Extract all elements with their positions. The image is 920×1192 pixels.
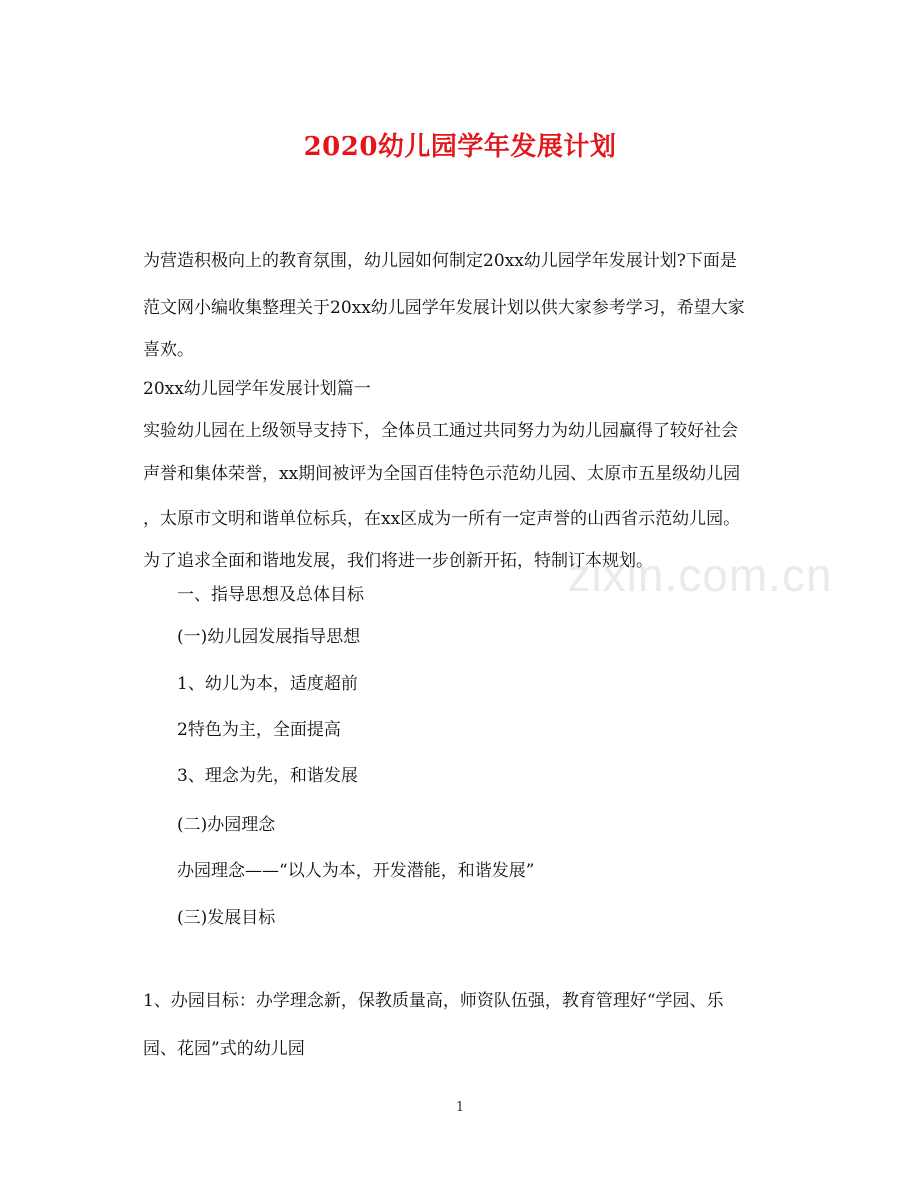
paragraph-line: 1、办园目标：办学理念新，保教质量高，师资队伍强，教育管理好“学园、乐 (143, 991, 724, 1011)
paragraph-line: 园、花园”式的幼儿园 (143, 1039, 305, 1059)
outline-subheading: (三)发展目标 (177, 908, 276, 928)
watermark: zixin.com.cn (567, 549, 833, 601)
page-number: 1 (455, 1100, 465, 1115)
outline-subheading: (一)幼儿园发展指导思想 (177, 627, 361, 647)
paragraph-line: 喜欢。 (143, 340, 194, 360)
paragraph-line: 办园理念——“以人为本，开发潜能，和谐发展” (177, 861, 535, 881)
outline-heading: 一、指导思想及总体目标 (177, 585, 364, 605)
list-item: 3、理念为先，和谐发展 (177, 766, 358, 786)
list-item: 1、幼儿为本，适度超前 (177, 674, 358, 694)
list-item: 2特色为主，全面提高 (177, 720, 341, 740)
paragraph-line: 为了追求全面和谐地发展，我们将进一步创新开拓，特制订本规划。 (143, 551, 653, 571)
outline-subheading: (二)办园理念 (177, 815, 276, 835)
paragraph-line: 实验幼儿园在上级领导支持下，全体员工通过共同努力为幼儿园赢得了较好社会 (143, 421, 738, 441)
paragraph-line: 范文网小编收集整理关于20xx幼儿园学年发展计划以供大家参考学习，希望大家 (143, 298, 745, 318)
paragraph-line: 声誉和集体荣誉，xx期间被评为全国百佳特色示范幼儿园、太原市五星级幼儿园 (143, 464, 741, 484)
paragraph-line: 为营造积极向上的教育氛围，幼儿园如何制定20xx幼儿园学年发展计划?下面是 (143, 251, 737, 271)
page-title: 2020幼儿园学年发展计划 (303, 132, 617, 162)
paragraph-line: ，太原市文明和谐单位标兵，在xx区成为一所有一定声誉的山西省示范幼儿园。 (143, 509, 741, 529)
section-heading: 20xx幼儿园学年发展计划篇一 (143, 379, 371, 399)
